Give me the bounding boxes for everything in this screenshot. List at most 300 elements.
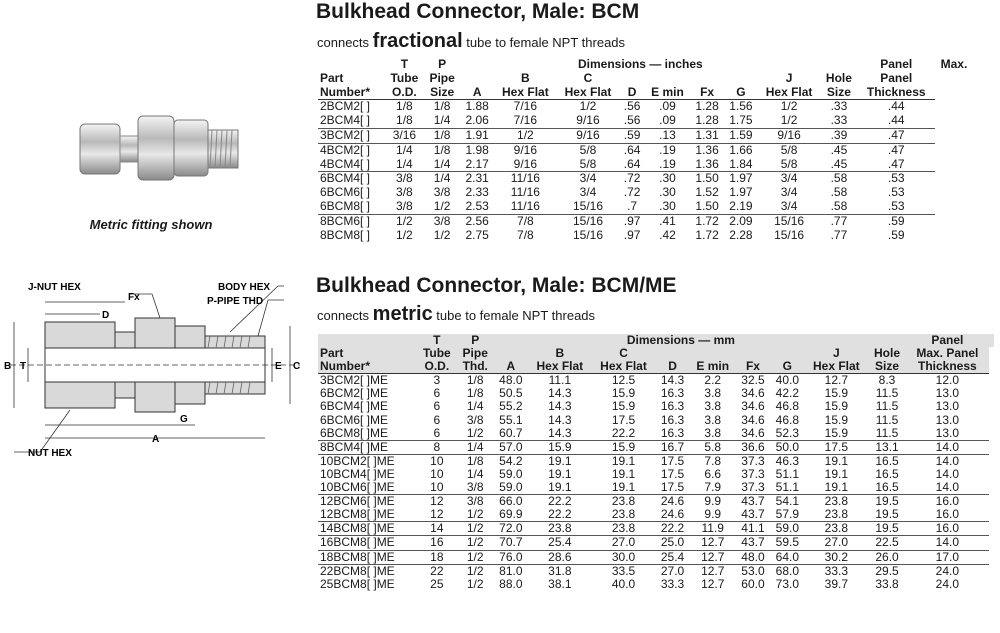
table-cell: 11/16: [510, 198, 540, 213]
table-row: [318, 214, 973, 228]
table-cell: 2.33: [465, 185, 489, 200]
table-cell: 50.5: [499, 386, 523, 401]
table-cell: .47: [887, 156, 905, 171]
metric-table: T P Dimensions — mm Panel Part Tube Pipe B C J Hole Max. Panel Number* O.D. Thd. A Hex Flat Hex Flat D E min Fx G Hex Flat Size Thickness 3BCM2[ ]ME 3 1/8 48.0 11.1 12.5 14.3 2.2 32.5 40.0 12.7 8.3 12.0 6BCM2[ ]ME 6 1/8 50.5 14.3 15.9 16.3 3.8 34.6 42.2 15.9 11.5 13.0 6BCM4[ ]ME 6 1/4 55.2 14.3 15.9 16.3 3.8 34.6 46.8 15.9 11.5 13.0 6BCM6[ ]ME 6 3/8 55.1 14.3 17.5 16.3 3.8 34.6 46.8 15.9 11.5 13.0 6BCM8[ ]ME 6 1/2 60.7 14.3 22.2 16.3 3.8 34.6 52.3 15.9 11.5 13.0 8BCM4[ ]ME 8 1/4 57.0 15.9 15.9 16.7 5.8 36.6 50.0 17.5 13.1 14.0 10BCM2[ ]ME 10 1/8 54.2 19.1 19.1 17.5 7.8 37.3 46.3 19.1 16.5 14.0 10BCM4[ ]ME 10 1/4 59.0 19.1 19.1 17.5 6.6 37.3 51.1 19.1 16.5 14.0 10BCM6[ ]ME 10 3/8 59.0 19.1 19.1 17.5 7.9 37.3 51.1 19.1 16.5 14.0 12BCM6[ ]ME 12 3/8 66.0 22.2 23.8 24.6 9.9 43.7 54.1 23.8 19.5 16.0 12BCM8[ ]ME 12 1/2 69.9 22.2 23.8 24.6 9.9 43.7 57.9 23.8 19.5 16.0 14BCM8[ ]ME 14 1/2 72.0 23.8 23.8 22.2 11.9 41.1 59.0 23.8 19.5 16.0 16BCM8[ ]ME 16 1/2 70.7 25.4 27.0 25.0 12.7 43.7 59.5 27.0 22.5 14.0 18BCM8[ ]ME 18 1/2 76.0 28.6 30.0 25.4 12.7 48.0 64.0 30.2 26.0 17.0 22BCM8[ ]ME 22 1/2 81.0 31.8 33.5 27.0 12.7 53.0 68.0 33.3 29.5 24.0 25BCM8[ ]ME 25 1/2 88.0 38.1 40.0 33.3 12.7 60.0 73.0 39.7 33.8 24.0: [318, 334, 994, 591]
table-cell: 15/16: [572, 227, 603, 242]
table-cell: 40.0: [775, 373, 799, 388]
table-cell: 46.8: [775, 399, 799, 414]
table-cell: 15.9: [824, 412, 849, 427]
table-cell: 9/16: [494, 143, 557, 157]
table-cell: 25.4: [655, 550, 689, 564]
label-body-hex: BODY HEX: [218, 282, 271, 293]
table-row: [318, 374, 994, 388]
table-cell: 1.88: [465, 99, 489, 114]
table-cell: .30: [645, 172, 690, 186]
table-cell: 19.1: [548, 466, 572, 481]
table-cell: .77: [820, 214, 857, 228]
table-cell: 16.0: [935, 507, 960, 522]
table-cell: 33.3: [805, 564, 869, 578]
table-cell: 16.5: [875, 466, 899, 481]
table-cell: 32.5: [741, 373, 765, 388]
table-cell: 24.0: [906, 564, 989, 578]
table-cell: 48.0: [499, 373, 523, 388]
table-cell: 81.0: [494, 564, 528, 578]
table-cell: 54.2: [494, 454, 528, 468]
table-cell: 2.17: [465, 156, 489, 171]
table-cell: .45: [830, 156, 848, 171]
table-cell: 14.0: [906, 536, 989, 550]
table-cell: 1/4: [466, 399, 484, 414]
table-row: [318, 200, 973, 214]
table-cell: 19.1: [824, 466, 849, 481]
table-cell: 30.0: [592, 550, 656, 564]
table-cell: 1.97: [724, 172, 758, 186]
table-cell: 1.28: [695, 99, 719, 114]
table-cell: 53.0: [736, 564, 770, 578]
table-cell: .72: [619, 172, 645, 186]
table-cell: .59: [887, 227, 905, 242]
table-cell: 14.3: [548, 425, 572, 440]
label-a: A: [152, 434, 160, 445]
table-cell: 2.06: [465, 113, 489, 128]
part-number-cell: 6BCM6[ ]: [320, 185, 371, 200]
table-cell: 3/8: [396, 185, 413, 200]
table-cell: 40.0: [611, 576, 636, 591]
table-cell: 10: [430, 480, 444, 495]
part-number-cell: 2BCM4[ ]: [320, 113, 371, 128]
table-row: [318, 186, 973, 200]
table-cell: 9/16: [758, 128, 821, 143]
table-cell: 16: [417, 536, 457, 550]
table-cell: 22.2: [655, 522, 689, 536]
table-cell: 27.0: [592, 536, 656, 550]
section2-subtitle: connects metric tube to female NPT threads: [317, 303, 596, 325]
table-cell: 1/2: [457, 550, 494, 564]
table-cell: 50.0: [770, 440, 804, 454]
table-cell: .59: [619, 128, 645, 143]
part-number-cell: 3BCM2[ ]ME: [320, 373, 389, 388]
table-cell: 15/16: [774, 227, 805, 242]
table-cell: 54.1: [770, 495, 804, 509]
table-row: [318, 158, 973, 172]
table-cell: .13: [645, 128, 690, 143]
table-cell: .53: [887, 198, 905, 213]
table-cell: 1/2: [466, 507, 484, 522]
part-number-cell: 4BCM4[ ]: [320, 156, 371, 171]
table-cell: 1/2: [780, 99, 798, 114]
table-cell: 7.8: [690, 454, 736, 468]
table-cell: 60.7: [499, 425, 523, 440]
section2-title: Bulkhead Connector, Male: BCM/ME: [316, 274, 677, 297]
table-cell: 24.0: [935, 576, 960, 591]
fitting-photo: [62, 92, 252, 202]
table-cell: 19.5: [875, 507, 899, 522]
part-number-cell: 6BCM6[ ]ME: [320, 412, 389, 427]
table-cell: 43.7: [741, 507, 765, 522]
label-t: T: [20, 361, 27, 372]
table-cell: 66.0: [494, 495, 528, 509]
table-cell: 12: [417, 495, 457, 509]
table-cell: 1/4: [466, 466, 484, 481]
table-cell: 1.84: [729, 156, 753, 171]
table-cell: 11.5: [875, 399, 899, 414]
table-row: [318, 508, 994, 522]
table-row: [318, 578, 994, 591]
table-cell: 12.0: [935, 373, 960, 388]
table-cell: 57.9: [775, 507, 799, 522]
table-cell: 33.5: [592, 564, 656, 578]
table-cell: 1.31: [690, 128, 724, 143]
table-cell: 9/16: [557, 128, 620, 143]
table-cell: 5/8: [780, 156, 798, 171]
table-cell: 23.8: [592, 495, 656, 509]
part-number-cell: 6BCM8[ ]ME: [320, 425, 389, 440]
table-cell: 3.8: [704, 412, 722, 427]
part-number-cell: 25BCM8[ ]ME: [320, 576, 395, 591]
table-cell: 11.5: [875, 425, 899, 440]
table-cell: .44: [887, 99, 905, 114]
table-cell: 1.75: [729, 113, 753, 128]
table-cell: 16.7: [655, 440, 689, 454]
table-cell: 68.0: [770, 564, 804, 578]
table-cell: 1.66: [724, 143, 758, 157]
table-cell: 3/8: [396, 198, 413, 213]
table-cell: 76.0: [494, 550, 528, 564]
part-number-cell: 8BCM8[ ]: [320, 227, 371, 242]
table-cell: 51.1: [775, 480, 799, 495]
table-row: [318, 172, 973, 186]
fractional-table: T P Dimensions — inches Panel Max. Part Tube Pipe B C J Hole Panel Number* O.D. Size A Hex Flat Hex Flat D E min Fx G Hex Flat Size Thickness 2BCM2[ ] 1/8 1/8 1.88 7/16 1/2 .56 .09 1.28 1.56 1/2 .33 .44 2BCM4[ ] 1/8 1/4 2.06 7/16 9/16 .56 .09 1.28 1.75 1/2 .33 .44 3BCM2[ ] 3/16 1/8 1.91 1/2 9/16 .59 .13 1.31 1.59 9/16 .39 .47 4BCM2[ ] 1/4 1/8 1.98 9/16 5/8 .64 .19 1.36 1.66 5/8 .45 .47 4BCM4[ ] 1/4 1/4 2.17 9/16 5/8 .64 .19 1.36 1.84 5/8 .45 .47 6BCM4[ ] 3/8 1/4 2.31 11/16 3/4 .72 .30 1.50 1.97 3/4 .58 .53 6BCM6[ ] 3/8 3/8 2.33 11/16 3/4 .72 .30 1.52 1.97 3/4 .58 .53 6BCM8[ ] 3/8 1/2 2.53 11/16 15/16 .7 .30 1.50 2.19 3/4 .58 .53 8BCM6[ ] 1/2 3/8 2.56 7/8 15/16 .97 .41 1.72 2.09 15/16 .77 .59 8BCM8[ ] 1/2 1/2 2.75 7/8 15/16 .97 .42 1.72 2.28 15/16 .77 .59: [318, 58, 973, 242]
table-cell: 33.8: [875, 576, 899, 591]
table-cell: 34.6: [741, 399, 765, 414]
table-row: [318, 550, 994, 564]
table-cell: 15/16: [557, 214, 620, 228]
table-cell: 10: [417, 454, 457, 468]
table-cell: 12: [430, 507, 444, 522]
table-cell: 16.3: [660, 386, 685, 401]
table-cell: 14.3: [548, 386, 572, 401]
table-cell: 39.7: [824, 576, 849, 591]
table-cell: 1/4: [396, 156, 413, 171]
part-number-cell: 10BCM2[ ]ME: [318, 454, 417, 468]
table-cell: 43.7: [736, 495, 770, 509]
table-cell: 19.1: [611, 466, 636, 481]
table-cell: 6: [433, 425, 441, 440]
table-row: [318, 400, 994, 413]
table-cell: 1.98: [460, 143, 494, 157]
table-cell: 52.3: [775, 425, 799, 440]
table-cell: .7: [627, 198, 638, 213]
table-cell: 19.1: [528, 454, 592, 468]
metric-table-body: [318, 374, 994, 591]
table-cell: 1/8: [424, 143, 460, 157]
table-row: [318, 564, 994, 578]
table-cell: 30.2: [805, 550, 869, 564]
table-cell: .53: [857, 172, 934, 186]
table-cell: 1.50: [690, 172, 724, 186]
part-number-cell: 22BCM8[ ]ME: [318, 564, 417, 578]
dims-header-inches: Dimensions — inches: [577, 57, 703, 71]
table-cell: 3/4: [758, 172, 821, 186]
table-row: [318, 495, 994, 509]
table-cell: 42.2: [775, 386, 799, 401]
table-cell: 1/2: [457, 522, 494, 536]
table-cell: 60.0: [741, 576, 765, 591]
table-cell: 11.5: [875, 386, 899, 401]
table-cell: .77: [830, 227, 848, 242]
table-cell: 3/8: [433, 185, 451, 200]
table-cell: .58: [820, 172, 857, 186]
table-cell: 1/4: [433, 156, 451, 171]
table-cell: 9.9: [704, 507, 722, 522]
table-cell: 18: [417, 550, 457, 564]
table-cell: 19.1: [548, 480, 572, 495]
table-cell: 14.0: [906, 440, 989, 454]
table-cell: 70.7: [494, 536, 528, 550]
table-row: [318, 440, 994, 454]
table-cell: 13.0: [935, 386, 960, 401]
table-cell: .33: [830, 113, 848, 128]
table-cell: 37.3: [741, 466, 765, 481]
table-cell: 5.8: [690, 440, 736, 454]
table-cell: 25.4: [528, 536, 592, 550]
table-cell: 3/16: [385, 128, 424, 143]
table-cell: 16.0: [906, 495, 989, 509]
table-row: [318, 229, 973, 243]
part-number-cell: 12BCM8[ ]ME: [320, 507, 395, 522]
table-cell: 1.36: [690, 143, 724, 157]
table-cell: 15.9: [824, 386, 849, 401]
table-cell: 31.8: [528, 564, 592, 578]
part-number-cell: 4BCM2[ ]: [318, 143, 385, 157]
table-cell: 22.2: [528, 495, 592, 509]
table-cell: 1/4: [457, 440, 494, 454]
table-cell: 8: [417, 440, 457, 454]
table-cell: 12.7: [690, 536, 736, 550]
table-cell: .53: [887, 185, 905, 200]
table-cell: 1/8: [433, 99, 451, 114]
table-cell: 24.6: [660, 507, 685, 522]
table-cell: 19.1: [805, 454, 869, 468]
table-cell: 37.3: [736, 454, 770, 468]
table-cell: 15.9: [611, 386, 636, 401]
table-cell: 2.19: [729, 198, 753, 213]
label-g: G: [180, 414, 188, 425]
table-cell: 69.9: [499, 507, 523, 522]
table-cell: 27.0: [655, 564, 689, 578]
table-cell: 38.1: [548, 576, 572, 591]
label-c: C: [293, 361, 301, 372]
table-cell: 12.5: [611, 373, 636, 388]
table-cell: 1/8: [396, 113, 413, 128]
table-cell: 23.8: [805, 495, 869, 509]
table-cell: 16.3: [660, 425, 685, 440]
part-number-cell: 8BCM6[ ]: [318, 214, 385, 228]
table-cell: .33: [830, 99, 848, 114]
table-cell: 5/8: [579, 156, 597, 171]
table-cell: 28.6: [528, 550, 592, 564]
table-cell: 22: [417, 564, 457, 578]
table-cell: 14.0: [935, 466, 960, 481]
table-cell: 7/16: [513, 113, 538, 128]
table-cell: 1/2: [457, 564, 494, 578]
table-cell: 1/2: [433, 227, 451, 242]
table-cell: 9.9: [690, 495, 736, 509]
table-cell: 11.9: [690, 522, 736, 536]
table-cell: 11.1: [548, 373, 572, 388]
table-cell: .58: [830, 185, 848, 200]
table-cell: 14: [417, 522, 457, 536]
table-cell: 3/4: [557, 172, 620, 186]
table-cell: 24.6: [655, 495, 689, 509]
table-cell: .45: [820, 143, 857, 157]
table-cell: 19.5: [868, 522, 906, 536]
part-number-cell: 3BCM2[ ]: [318, 128, 385, 143]
label-b: B: [4, 361, 12, 372]
part-number-cell: 6BCM4[ ]ME: [320, 399, 389, 414]
table-cell: 27.0: [805, 536, 869, 550]
table-cell: 2.53: [465, 198, 489, 213]
table-cell: 7.9: [704, 480, 722, 495]
table-cell: .72: [623, 185, 641, 200]
table-cell: 15.9: [824, 425, 849, 440]
table-cell: 3/8: [457, 495, 494, 509]
table-cell: 15/16: [758, 214, 821, 228]
table-cell: .09: [659, 99, 676, 114]
table-cell: 8.3: [878, 373, 896, 388]
table-cell: 11/16: [510, 185, 540, 200]
table-cell: 59.5: [770, 536, 804, 550]
part-number-cell: 6BCM8[ ]: [320, 198, 371, 213]
table-cell: 25.0: [655, 536, 689, 550]
part-number-cell: 10BCM4[ ]ME: [320, 466, 395, 481]
table-cell: 17.5: [805, 440, 869, 454]
table-cell: 25: [430, 576, 444, 591]
table-cell: 1.52: [695, 185, 719, 200]
table-cell: 6.6: [704, 466, 722, 481]
table-cell: .47: [857, 143, 934, 157]
table-cell: 88.0: [499, 576, 523, 591]
table-cell: 55.2: [499, 399, 523, 414]
table-cell: 12.7: [690, 550, 736, 564]
table-cell: 10: [430, 466, 444, 481]
table-cell: .59: [857, 214, 934, 228]
table-cell: .56: [623, 113, 641, 128]
table-cell: 1/8: [457, 454, 494, 468]
table-cell: 73.0: [775, 576, 799, 591]
table-cell: 14.0: [935, 480, 960, 495]
table-cell: .41: [645, 214, 690, 228]
table-cell: 1/8: [424, 128, 460, 143]
table-row: [318, 522, 994, 536]
table-cell: 59.0: [770, 522, 804, 536]
table-cell: 43.7: [736, 536, 770, 550]
table-row: [318, 536, 994, 550]
table-cell: 11.5: [875, 412, 899, 427]
table-cell: 3/4: [780, 198, 798, 213]
table-cell: 16.3: [660, 412, 685, 427]
table-row: [318, 114, 973, 128]
table-cell: 17.5: [611, 412, 636, 427]
table-row: [318, 128, 973, 143]
table-cell: 2.09: [724, 214, 758, 228]
table-cell: 1/2: [494, 128, 557, 143]
table-cell: 3.8: [704, 399, 722, 414]
table-cell: 14.3: [660, 373, 685, 388]
table-cell: .64: [623, 156, 641, 171]
table-cell: 15.9: [528, 440, 592, 454]
table-row: [318, 143, 973, 157]
table-cell: 11/16: [494, 172, 557, 186]
table-cell: 72.0: [494, 522, 528, 536]
table-cell: 1/8: [466, 386, 484, 401]
table-cell: 15.9: [592, 440, 656, 454]
table-cell: 22.2: [611, 425, 636, 440]
part-number-cell: 12BCM6[ ]ME: [318, 495, 417, 509]
table-cell: 1/4: [433, 113, 451, 128]
table-cell: 14.3: [548, 412, 572, 427]
table-cell: 33.3: [660, 576, 685, 591]
table-row: [318, 454, 994, 468]
table-cell: 16.5: [868, 454, 906, 468]
table-cell: 19.1: [824, 480, 849, 495]
table-cell: 3.8: [704, 425, 722, 440]
part-number-cell: 18BCM8[ ]ME: [318, 550, 417, 564]
table-cell: 2.75: [465, 227, 489, 242]
table-cell: 23.8: [805, 522, 869, 536]
table-cell: 15.9: [824, 399, 849, 414]
table-cell: 1/4: [385, 143, 424, 157]
table-cell: 1.50: [695, 198, 719, 213]
table-cell: .42: [659, 227, 676, 242]
table-cell: 2.31: [460, 172, 494, 186]
table-cell: .64: [619, 143, 645, 157]
part-number-cell: 10BCM6[ ]ME: [320, 480, 395, 495]
table-cell: 3/8: [466, 480, 484, 495]
table-cell: 17.5: [660, 480, 685, 495]
table-cell: 22.2: [548, 507, 572, 522]
table-cell: 1/2: [433, 198, 451, 213]
table-cell: 16.0: [906, 522, 989, 536]
table-cell: 1/2: [457, 536, 494, 550]
table-cell: 16.5: [875, 480, 899, 495]
table-cell: 26.0: [868, 550, 906, 564]
part-number-cell: 6BCM2[ ]ME: [320, 386, 389, 401]
table-cell: 34.6: [741, 412, 765, 427]
table-cell: 3/8: [424, 214, 460, 228]
table-cell: .30: [659, 198, 676, 213]
table-cell: 17.5: [660, 466, 685, 481]
dims-header-mm: Dimensions — mm: [494, 334, 869, 347]
table-cell: 12.7: [690, 564, 736, 578]
fractional-table-body: [318, 100, 973, 242]
table-cell: 1.97: [729, 185, 753, 200]
part-number-cell: 16BCM8[ ]ME: [318, 536, 417, 550]
table-cell: 51.1: [775, 466, 799, 481]
label-e: E: [275, 361, 282, 372]
table-cell: 13.0: [935, 425, 960, 440]
table-cell: 34.6: [741, 386, 765, 401]
label-nut-hex: NUT HEX: [28, 448, 72, 459]
table-cell: 15/16: [572, 198, 603, 213]
table-cell: 59.0: [499, 480, 523, 495]
table-cell: 46.3: [770, 454, 804, 468]
table-cell: .56: [623, 99, 641, 114]
table-cell: 23.8: [592, 522, 656, 536]
table-cell: 3/8: [466, 412, 484, 427]
label-d: D: [102, 310, 110, 321]
table-cell: 23.8: [611, 507, 636, 522]
